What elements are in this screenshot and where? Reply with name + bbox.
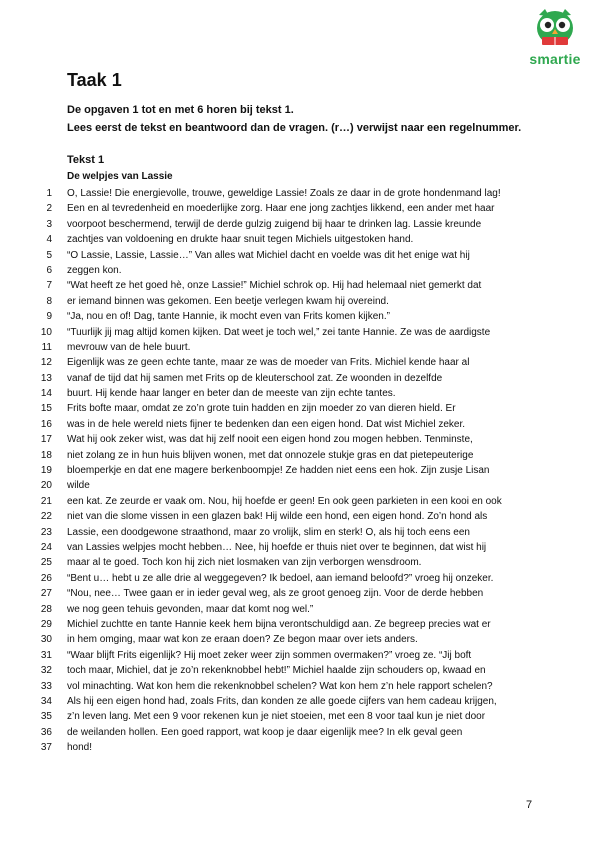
line-number: 35 bbox=[40, 711, 52, 723]
line-text: “Waar blijft Frits eigenlijk? Hij moet zeker weer zijn sommen overmaken?” vroeg ze. “Jij boft bbox=[67, 649, 472, 661]
text-line bbox=[0, 586, 600, 601]
text-line bbox=[0, 371, 600, 386]
text-line bbox=[0, 478, 600, 493]
text-line bbox=[0, 725, 600, 740]
line-number: 33 bbox=[40, 680, 52, 692]
numbered-text bbox=[0, 186, 600, 755]
line-text: Michiel zuchtte en tante Hannie keek hem bijna verontschuldigd aan. Ze begreep precies wat er bbox=[67, 618, 491, 630]
text-line bbox=[0, 386, 600, 401]
smartie-logo bbox=[522, 6, 588, 68]
intro-text bbox=[67, 101, 521, 137]
line-number: 6 bbox=[46, 264, 52, 276]
line-text: niet zolang ze in hun huis blijven wonen, met dat onnozele stukje gras en dat pietepeuterige bbox=[67, 449, 474, 461]
line-text: was in de hele wereld niets fijner te bedenken dan een eigen hond. Dat wist Michiel zeker. bbox=[67, 418, 466, 430]
line-number: 36 bbox=[40, 726, 52, 738]
text-line bbox=[0, 709, 600, 724]
text-line bbox=[0, 509, 600, 524]
line-text: vol minachting. Wat kon hem die rekenknobbel schelen? Wat kon hem z’n hele rapport schelen? bbox=[67, 680, 493, 692]
text-line bbox=[0, 248, 600, 263]
text-line bbox=[0, 648, 600, 663]
line-text: er iemand binnen was gekomen. Een beetje verlegen kwam hij overeind. bbox=[67, 295, 389, 307]
line-number: 15 bbox=[40, 403, 52, 415]
text-line bbox=[0, 694, 600, 709]
line-text: zachtjes van voldoening en drukte haar snuit tegen Michiels uitgestoken hand. bbox=[67, 234, 414, 246]
line-text: Eigenlijk was ze geen echte tante, maar ze was de moeder van Frits. Michiel kende haar al bbox=[67, 357, 470, 369]
line-number: 37 bbox=[40, 742, 52, 754]
intro-line: De opgaven 1 tot en met 6 horen bij tekst 1. bbox=[67, 104, 294, 116]
line-number: 11 bbox=[41, 341, 52, 353]
text-line bbox=[0, 201, 600, 216]
logo-text: smartie bbox=[529, 51, 581, 67]
text-line bbox=[0, 448, 600, 463]
line-text: O, Lassie! Die energievolle, trouwe, geweldige Lassie! Zoals ze daar in de grote hondenmand lag! bbox=[67, 188, 501, 199]
line-number: 3 bbox=[46, 218, 52, 230]
line-text: Een en al tevredenheid en moederlijke zorg. Haar ene jong zachtjes likkend, een ander met haar bbox=[67, 203, 495, 215]
line-text: zeggen kon. bbox=[67, 264, 122, 276]
line-text: de weilanden hollen. Een goed rapport, wat koop je daar eigenlijk mee? In elk geval geen bbox=[67, 726, 463, 738]
line-number: 25 bbox=[40, 557, 52, 569]
text-line bbox=[0, 186, 600, 201]
text-subtitle: De welpjes van Lassie bbox=[67, 171, 173, 182]
line-text: Lassie, een doodgewone straathond, maar zo vrolijk, slim en sterk! O, als hij toch eens een bbox=[67, 526, 470, 538]
line-number: 21 bbox=[40, 495, 52, 507]
line-text: we nog geen tehuis gevonden, maar dat komt nog wel.” bbox=[67, 603, 314, 615]
line-text: Frits bofte maar, omdat ze zo’n grote tuin hadden en zijn moeder zo van dieren hield. Er bbox=[67, 403, 456, 415]
line-text: Als hij een eigen hond had, zoals Frits, dan konden ze alle goede cijfers van hem cadeau krijgen, bbox=[67, 695, 497, 707]
line-number: 20 bbox=[40, 480, 52, 492]
text-line bbox=[0, 278, 600, 293]
tekst-label: Tekst 1 bbox=[67, 154, 105, 166]
text-line bbox=[0, 309, 600, 324]
line-text: niet van die slome vissen in een glazen bak! Hij wilde een hond, een eigen hond. Zo’n hond als bbox=[67, 511, 488, 523]
text-line bbox=[0, 679, 600, 694]
text-line bbox=[0, 571, 600, 586]
text-line bbox=[0, 617, 600, 632]
line-text: “O Lassie, Lassie, Lassie…” Van alles wat Michiel dacht en voelde was dit het enige wat hij bbox=[67, 249, 470, 261]
line-number: 19 bbox=[40, 465, 52, 477]
text-line bbox=[0, 632, 600, 647]
text-line bbox=[0, 263, 600, 278]
text-line bbox=[0, 463, 600, 478]
line-text: “Wat heeft ze het goed hè, onze Lassie!” Michiel schrok op. Hij had helemaal niet gemerkt dat bbox=[67, 280, 482, 292]
line-number: 24 bbox=[40, 541, 52, 553]
text-line bbox=[0, 217, 600, 232]
line-text: mevrouw van de hele buurt. bbox=[67, 341, 191, 353]
line-text: van Lassies welpjes mocht hebben… Nee, hij hoefde er thuis niet over te beginnen, dat wist hij bbox=[67, 541, 487, 553]
text-line bbox=[0, 325, 600, 340]
line-text: z’n leven lang. Met een 9 voor rekenen kun je niet stoeien, met een 8 voor taal kun je niet door bbox=[67, 711, 486, 723]
line-number: 8 bbox=[46, 295, 52, 307]
text-line bbox=[0, 340, 600, 355]
line-number: 27 bbox=[40, 588, 52, 600]
line-text: bloemperkje en dat ene magere berkenboompje! Ze hadden niet eens een hok. Zijn zusje Lisan bbox=[67, 465, 490, 477]
line-number: 2 bbox=[46, 203, 52, 215]
text-line bbox=[0, 401, 600, 416]
line-text: maar al te goed. Toch kon hij zich niet losmaken van zijn verborgen wensdroom. bbox=[67, 557, 422, 569]
line-number: 17 bbox=[40, 434, 52, 446]
text-line bbox=[0, 740, 600, 755]
line-text: “Ja, nou en of! Dag, tante Hannie, ik mocht even van Frits komen kijken.” bbox=[67, 311, 390, 323]
intro-line: Lees eerst de tekst en beantwoord dan de vragen. (r…) verwijst naar een regelnummer. bbox=[67, 122, 522, 134]
line-number: 16 bbox=[40, 418, 52, 430]
line-text: “Tuurlijk jij mag altijd komen kijken. Dat weet je toch wel,” zei tante Hannie. Ze was de aardigste bbox=[67, 326, 491, 338]
page-title: Taak 1 bbox=[67, 70, 122, 90]
text-line bbox=[0, 355, 600, 370]
line-text: “Nou, nee… Twee gaan er in ieder geval weg, als ze groot genoeg zijn. Voor de derde hebben bbox=[67, 588, 484, 600]
line-number: 9 bbox=[46, 311, 52, 323]
line-number: 5 bbox=[46, 249, 52, 261]
line-number: 30 bbox=[40, 634, 52, 646]
line-number: 26 bbox=[40, 572, 52, 584]
line-text: wilde bbox=[67, 480, 90, 492]
line-number: 28 bbox=[40, 603, 52, 615]
line-number: 10 bbox=[40, 326, 52, 338]
line-number: 1 bbox=[46, 188, 52, 199]
line-number: 14 bbox=[40, 388, 52, 400]
line-number: 4 bbox=[46, 234, 52, 246]
line-number: 29 bbox=[40, 618, 52, 630]
line-text: toch maar, Michiel, dat je zo’n rekenknobbel hebt!” Michiel haalde zijn schouders op, kwaad en bbox=[67, 665, 486, 677]
text-line bbox=[0, 663, 600, 678]
line-number: 7 bbox=[46, 280, 52, 292]
owl-book-icon bbox=[530, 6, 580, 50]
line-text: vanaf de tijd dat hij samen met Frits op de kleuterschool zat. Ze woonden in dezelfde bbox=[67, 372, 443, 384]
line-text: voorpoot beschermend, terwijl de derde gulzig zuigend bij haar te drinken lag. Lassie kreunde bbox=[67, 218, 482, 230]
line-text: in hem omging, maar wat kon ze eraan doen? Ze begon maar over iets anders. bbox=[67, 634, 418, 646]
line-number: 13 bbox=[40, 372, 52, 384]
text-line bbox=[0, 432, 600, 447]
line-number: 22 bbox=[40, 511, 52, 523]
text-line bbox=[0, 232, 600, 247]
text-line bbox=[0, 555, 600, 570]
line-number: 34 bbox=[40, 695, 52, 707]
line-number: 12 bbox=[40, 357, 52, 369]
line-number: 23 bbox=[40, 526, 52, 538]
text-line bbox=[0, 540, 600, 555]
text-line bbox=[0, 417, 600, 432]
page-number: 7 bbox=[526, 799, 533, 811]
line-text: “Bent u… hebt u ze alle drie al weggegeven? Ik bedoel, aan iemand beloofd?” vroeg hij onzeker. bbox=[67, 572, 494, 584]
line-text: hond! bbox=[67, 742, 93, 754]
text-line bbox=[0, 494, 600, 509]
line-text: een kat. Ze zeurde er vaak om. Nou, hij hoefde er geen! En ook geen parkieten in een kooi en ook bbox=[67, 495, 502, 507]
text-line bbox=[0, 602, 600, 617]
line-text: buurt. Hij kende haar langer en beter dan de meeste van zijn echte tantes. bbox=[67, 388, 396, 400]
line-number: 18 bbox=[40, 449, 52, 461]
line-number: 32 bbox=[40, 665, 52, 677]
text-line bbox=[0, 294, 600, 309]
text-line bbox=[0, 525, 600, 540]
line-text: Wat hij ook zeker wist, was dat hij zelf nooit een eigen hond zou mogen hebben. Tenminste, bbox=[67, 434, 473, 446]
line-number: 31 bbox=[40, 649, 52, 661]
